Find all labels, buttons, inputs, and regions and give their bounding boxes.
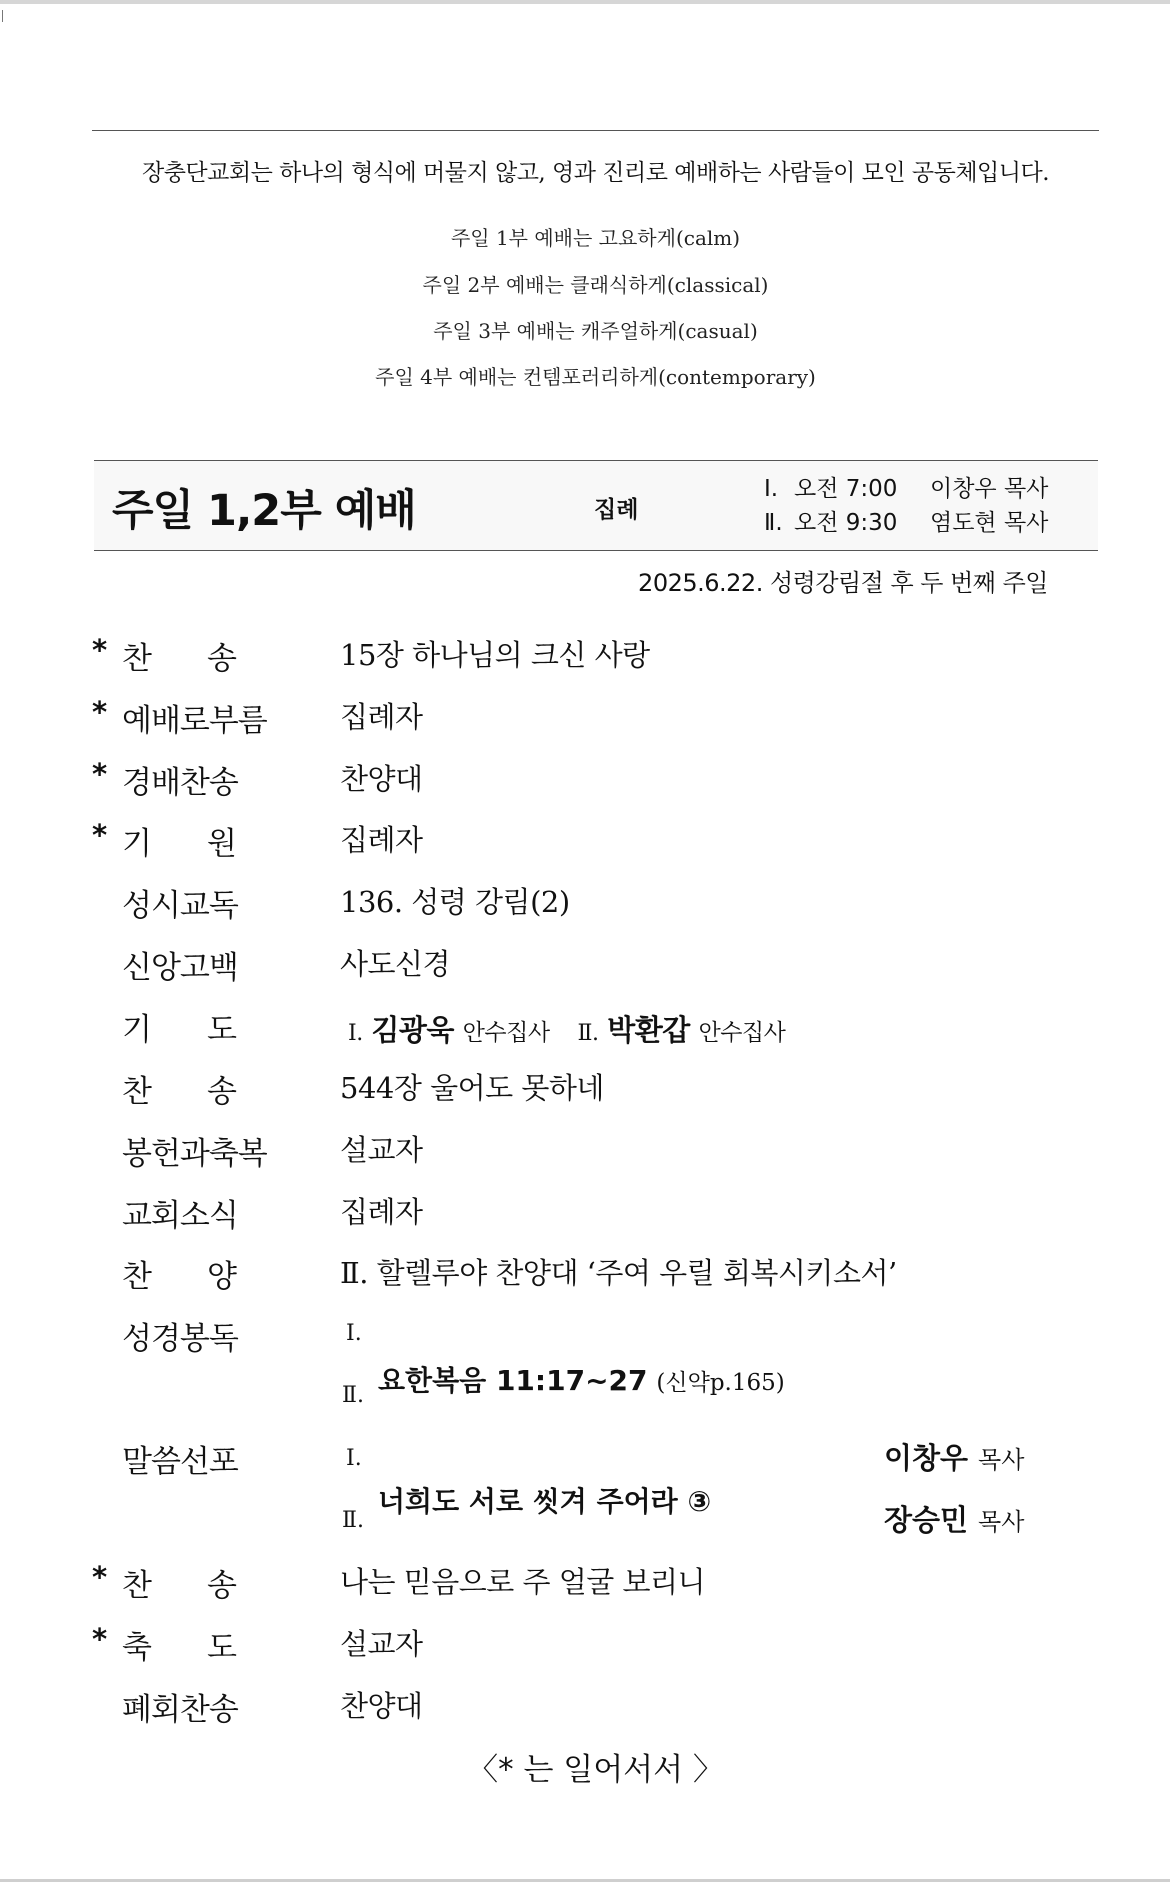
order-item-call-to-worship — [92, 695, 1092, 751]
service-time-row — [764, 506, 1048, 540]
order-content: 찬양대 — [340, 1689, 423, 1723]
service-style-2: 주일 2부 예배는 클래식하게(classical) — [422, 273, 769, 297]
order-content: 136. 성령 강림(2) — [340, 885, 570, 919]
order-label: 기 도 — [122, 1012, 236, 1048]
order-label: 예배로부름 — [122, 703, 267, 739]
order-label: 찬 송 — [122, 641, 236, 677]
service-number: Ⅱ. — [342, 1383, 364, 1408]
order-label: 봉헌과축복 — [122, 1136, 267, 1172]
service-number: Ⅰ. — [346, 1321, 362, 1346]
order-item-benediction — [92, 1622, 1092, 1678]
standing-mark: * — [92, 818, 108, 852]
order-content: Ⅱ. 할렐루야 찬양대 ‘주여 우릴 회복시키소서’ — [340, 1256, 897, 1290]
worship-header — [94, 460, 1098, 551]
order-item-offering — [92, 1128, 1092, 1184]
order-content: 나는 믿음으로 주 얼굴 보리니 — [340, 1565, 706, 1599]
order-item-praise-hymn — [92, 757, 1092, 813]
standing-note: 〈* 는 일어서서 〉 — [467, 1752, 724, 1788]
service-times — [764, 472, 1048, 540]
order-item-postlude — [92, 1684, 1092, 1740]
order-item-sermon — [92, 1436, 1092, 1536]
order-label: 찬 송 — [122, 1568, 236, 1604]
standing-mark: * — [92, 633, 108, 667]
preacher-2: 장승민 목사 — [884, 1503, 1025, 1537]
order-item-hymn-2 — [92, 1066, 1092, 1122]
service-time: 오전 9:30 — [794, 510, 898, 536]
order-content: 집례자 — [340, 1195, 423, 1229]
worship-title: 주일 1,2부 예배 — [112, 486, 416, 536]
window-top-edge — [0, 0, 1170, 4]
standing-mark: * — [92, 1560, 108, 1594]
order-label: 기 원 — [122, 826, 236, 862]
order-label: 신앙고백 — [122, 950, 238, 986]
order-item-announcements — [92, 1190, 1092, 1246]
order-content: 544장 울어도 못하네 — [340, 1071, 604, 1105]
order-label: 찬 양 — [122, 1259, 236, 1295]
service-time-row — [764, 472, 1048, 506]
preacher-1: 이창우 목사 — [884, 1441, 1025, 1475]
order-label: 성경봉독 — [122, 1321, 238, 1357]
order-item-responsive-reading — [92, 880, 1092, 936]
prayer-leaders: Ⅰ. 김광욱 안수집사 Ⅱ. 박환갑 안수집사 — [348, 1013, 786, 1047]
service-number: Ⅱ. — [342, 1508, 364, 1533]
order-item-closing-hymn — [92, 1560, 1092, 1616]
scripture-text: 요한복음 11:17~27 (신약p.165) — [378, 1364, 785, 1397]
top-divider — [92, 130, 1099, 131]
order-label: 경배찬송 — [122, 765, 238, 801]
sermon-title: 너희도 서로 씻겨 주어라 ③ — [378, 1485, 712, 1518]
order-content: 사도신경 — [340, 947, 451, 981]
leader-label: 집례 — [594, 497, 639, 523]
order-item-anthem — [92, 1251, 1092, 1307]
text-cursor — [2, 10, 3, 22]
service-style-1: 주일 1부 예배는 고요하게(calm) — [450, 226, 741, 250]
service-time: 오전 7:00 — [794, 476, 898, 502]
service-number: Ⅰ. — [346, 1446, 362, 1471]
order-content: 집례자 — [340, 700, 423, 734]
order-label: 말씀선포 — [122, 1444, 238, 1480]
order-label: 성시교독 — [122, 888, 238, 924]
order-label: 교회소식 — [122, 1198, 238, 1234]
service-leader: 이창우 목사 — [930, 476, 1049, 502]
order-label: 폐회찬송 — [122, 1692, 238, 1728]
order-item-scripture — [92, 1313, 1092, 1408]
order-item-invocation — [92, 818, 1092, 874]
service-date: 2025.6.22. 성령강림절 후 두 번째 주일 — [638, 569, 1048, 597]
standing-mark: * — [92, 695, 108, 729]
service-style-4: 주일 4부 예배는 컨템포러리하게(contemporary) — [375, 365, 816, 389]
order-content: 찬양대 — [340, 762, 423, 796]
order-item-hymn — [92, 633, 1092, 689]
order-item-prayer — [92, 1004, 1092, 1060]
order-content: 15장 하나님의 크신 사랑 — [340, 638, 650, 672]
order-content: 설교자 — [340, 1627, 423, 1661]
service-number: Ⅰ. — [764, 476, 779, 502]
service-style-3: 주일 3부 예배는 캐주얼하게(casual) — [433, 319, 758, 343]
order-label: 축 도 — [122, 1630, 236, 1666]
standing-mark: * — [92, 757, 108, 791]
order-label: 찬 송 — [122, 1074, 236, 1110]
order-content: 집례자 — [340, 823, 423, 857]
order-content: 설교자 — [340, 1133, 423, 1167]
order-item-creed — [92, 942, 1092, 998]
service-number: Ⅱ. — [764, 510, 783, 536]
mission-statement: 장충단교회는 하나의 형식에 머물지 않고, 영과 진리로 예배하는 사람들이 모인 공동체입니다. — [141, 160, 1050, 186]
service-leader: 염도현 목사 — [930, 510, 1049, 536]
standing-mark: * — [92, 1622, 108, 1656]
